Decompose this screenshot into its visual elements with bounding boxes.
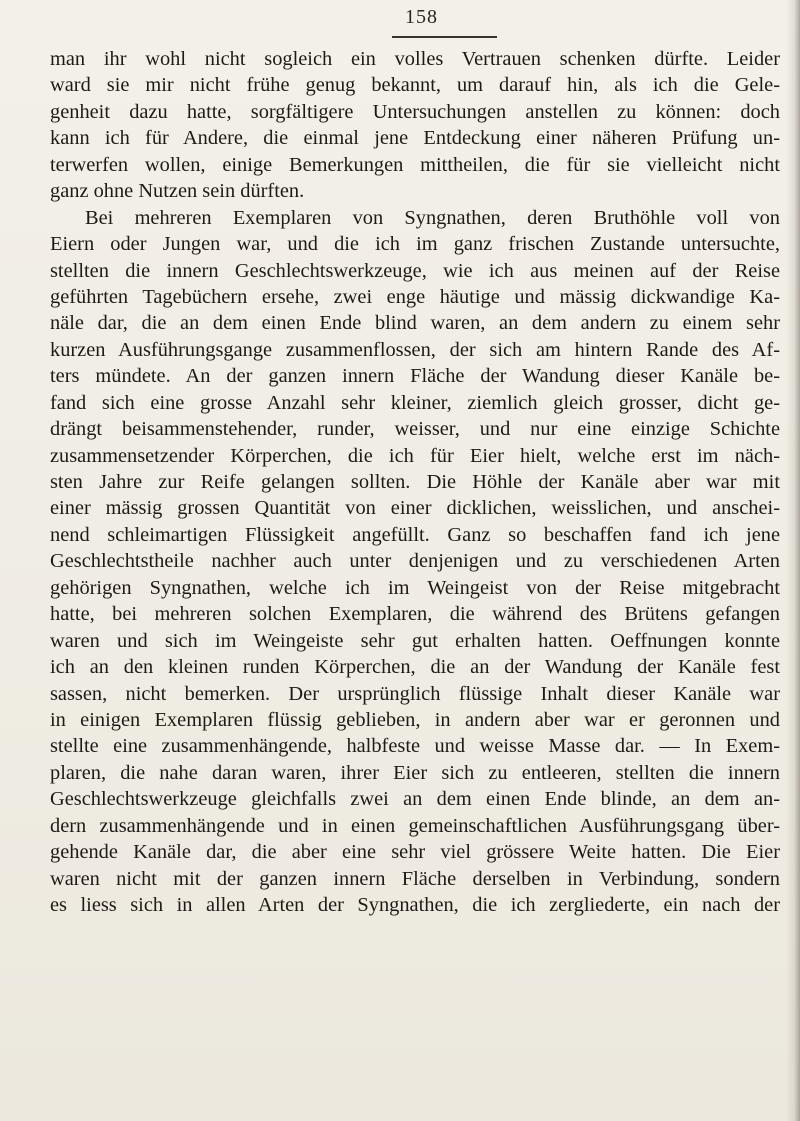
paragraph	[50, 205, 780, 919]
text-line: waren nicht mit der ganzen innern Fläche derselben in Verbindung, sondern	[50, 867, 780, 890]
text-line: nend schleimartigen Flüssigkeit angefüllt. Ganz so beschaffen fand ich jene	[50, 523, 780, 546]
paragraph	[50, 46, 780, 205]
text-line: gehörigen Syngnathen, welche ich im Weingeist von der Reise mitgebracht	[50, 576, 780, 599]
text-line: ters mündete. An der ganzen innern Fläche der Wandung dieser Kanäle be-	[50, 365, 780, 388]
text-line: kann ich für Andere, die einmal jene Entdeckung einer näheren Prüfung un-	[50, 127, 780, 150]
text-line: einer mässig grossen Quantität von einer dicklichen, weisslichen, und anschei-	[50, 497, 780, 520]
text-line: kurzen Ausführungsgange zusammenflossen, der sich am hintern Rande des Af-	[50, 338, 780, 361]
text-line: ward sie mir nicht frühe genug bekannt, um darauf hin, als ich die Gele-	[50, 74, 780, 97]
text-line: hatte, bei mehreren solchen Exemplaren, die während des Brütens gefangen	[50, 603, 780, 626]
body-text	[50, 46, 780, 918]
text-line: Eiern oder Jungen war, und die ich im ganz frischen Zustande untersuchte,	[50, 233, 780, 256]
text-line: sten Jahre zur Reife gelangen sollten. Die Höhle der Kanäle aber war mit	[50, 471, 780, 493]
text-line: Geschlechtswerkzeuge gleichfalls zwei an dem einen Ende blinde, an dem an-	[50, 788, 780, 811]
text-line: waren und sich im Weingeiste sehr gut erhalten hatten. Oeffnungen konnte	[50, 629, 780, 652]
text-line: dern zusammenhängende und in einen gemeinschaftlichen Ausführungsgang über-	[50, 814, 780, 837]
text-line: es liess sich in allen Arten der Syngnathen, die ich zergliederte, ein nach der	[50, 894, 780, 916]
text-line: terwerfen wollen, einige Bemerkungen mittheilen, die für sie vielleicht nicht	[50, 153, 780, 176]
text-line: stellte eine zusammenhängende, halbfeste und weisse Masse dar. — In Exem-	[50, 735, 780, 758]
text-line: plaren, die nahe daran waren, ihrer Eier sich zu entleeren, stellten die innern	[50, 761, 780, 784]
text-line: geführten Tagebüchern ersehe, zwei enge häutige und mässig dickwandige Ka-	[50, 285, 780, 308]
page-edge-shadow	[786, 0, 800, 1121]
text-line: gehende Kanäle dar, die aber eine sehr viel grössere Weite hatten. Die Eier	[50, 841, 780, 864]
text-line: ich an den kleinen runden Körperchen, die an der Wandung der Kanäle fest	[50, 656, 780, 679]
text-line: man ihr wohl nicht sogleich ein volles Vertrauen schenken dürfte. Leider	[50, 48, 780, 70]
text-line: sassen, nicht bemerken. Der ursprünglich flüssige Inhalt dieser Kanäle war	[50, 682, 780, 705]
text-line: näle dar, die an dem einen Ende blind waren, an dem andern zu einem sehr	[50, 312, 780, 335]
text-line: genheit dazu hatte, sorgfältigere Untersuchungen anstellen zu können: doch	[50, 100, 780, 123]
text-line: Geschlechtstheile nachher auch unter denjenigen und zu verschiedenen Arten	[50, 550, 780, 573]
text-line: fand sich eine grosse Anzahl sehr kleiner, ziemlich gleich grosser, dicht ge-	[50, 391, 780, 414]
page-number: 158	[405, 6, 438, 28]
text-line: zusammensetzender Körperchen, die ich für Eier hielt, welche erst im näch-	[50, 444, 780, 467]
text-line: stellten die innern Geschlechtswerkzeuge, wie ich aus meinen auf der Reise	[50, 259, 780, 282]
header-rule	[392, 36, 497, 38]
text-line: Bei mehreren Exemplaren von Syngnathen, deren Bruthöhle voll von	[85, 206, 780, 229]
text-line: ganz ohne Nutzen sein dürften.	[50, 180, 305, 203]
text-line: in einigen Exemplaren flüssig geblieben, in andern aber war er geronnen und	[50, 708, 780, 731]
text-line: drängt beisammenstehender, runder, weisser, und nur eine einzige Schichte	[50, 418, 780, 441]
